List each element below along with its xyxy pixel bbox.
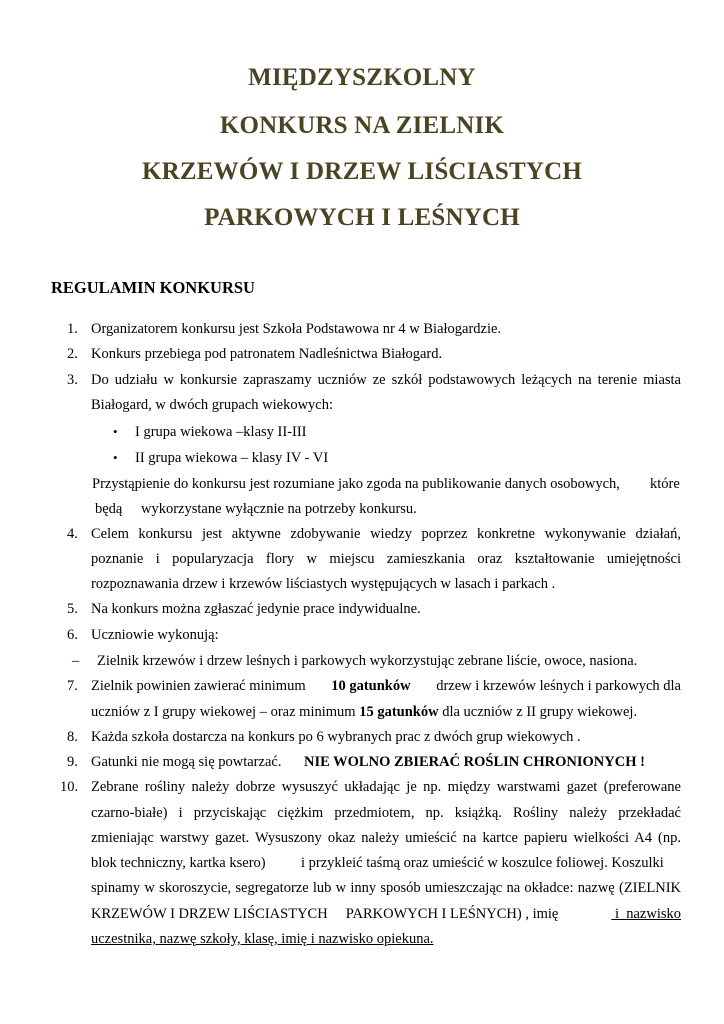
item-7-bold-count-1: 10 gatunków (331, 678, 411, 694)
item-number-3: 3. (67, 372, 78, 388)
item-number-9: 9. (67, 754, 78, 770)
consent-line-2b: wykorzystane wyłącznie na potrzeby konkursu. (141, 501, 417, 517)
dash-line-text: Zielnik krzewów i drzew leśnych i parkowych wykorzystując zebrane liście, owoce, nasiona. (97, 653, 638, 669)
consent-line-1a: Przystąpienie do konkursu jest rozumiane jako zgoda na publikowanie danych osobowych, (92, 476, 620, 492)
item-7-bold-count-2: 15 gatunków (359, 704, 439, 720)
item-5-text: Na konkurs można zgłaszać jedynie prace indywidualne. (91, 601, 421, 617)
item-6-text: Uczniowie wykonują: (91, 627, 219, 643)
item-7-line-2c: dla uczniów z II grupy wiekowej. (442, 704, 638, 720)
item-10-line-6b: i nazwisko (611, 906, 681, 922)
item-number-1: 1. (67, 321, 78, 337)
item-4-line-2: poznanie i popularyzacja flory w miejscu zamieszkania oraz kształtowanie umiejętności (91, 551, 681, 567)
item-10-line-4a: blok techniczny, kartka ksero) (91, 855, 266, 871)
item-number-2: 2. (67, 346, 78, 362)
item-4-line-1: Celem konkursu jest aktywne zdobywanie wiedzy poprzez konkretne wykonywanie działań, (91, 526, 681, 542)
dash-marker: – (72, 653, 80, 669)
item-9-warning: NIE WOLNO ZBIERAĆ ROŚLIN CHRONIONYCH ! (304, 754, 645, 770)
item-7-line-1 (91, 677, 681, 695)
item-3-line-1: Do udziału w konkursie zapraszamy uczniów ze szkół podstawowych leżących na terenie miasta (91, 372, 681, 388)
item-10-line-6 (91, 905, 681, 923)
item-number-4: 4. (67, 526, 78, 542)
bullet-icon: • (113, 450, 118, 465)
consent-line-2a: będą (95, 501, 123, 517)
bullet-2-text: II grupa wiekowa – klasy IV - VI (135, 450, 329, 466)
item-10-line-2: czarno-białe) i przyciskając ciężkim przedmiotem, np. książką. Rośliny należy przekładać (91, 805, 681, 821)
section-heading: REGULAMIN KONKURSU (51, 278, 255, 297)
item-1-text: Organizatorem konkursu jest Szkoła Podstawowa nr 4 w Białogardzie. (91, 321, 502, 337)
item-10-line-3: zmieniając warstwy gazet. Wysuszony okaz należy umieścić na kartce papieru wielkości A4 (np. (91, 830, 681, 846)
item-number-6: 6. (67, 627, 78, 643)
item-7-line-1c: drzew i krzewów leśnych i parkowych dla (436, 678, 681, 694)
item-7-line-2 (91, 703, 637, 721)
bullet-1-text: I grupa wiekowa –klasy II-III (135, 424, 307, 440)
title-line-1: MIĘDZYSZKOLNY (248, 64, 476, 91)
item-4-line-3: rozpoznawania drzew i krzewów liściastych występujących w lasach i parkach . (91, 576, 556, 592)
item-7-line-1a: Zielnik powinien zawierać minimum (91, 678, 306, 694)
item-number-7: 7. (67, 678, 78, 694)
consent-line-1b: które (650, 476, 680, 492)
item-2-text: Konkurs przebiega pod patronatem Nadleśnictwa Białogard. (91, 346, 443, 362)
item-number-5: 5. (67, 601, 78, 617)
item-number-10: 10. (60, 779, 79, 795)
title-line-2: KONKURS NA ZIELNIK (219, 112, 505, 139)
item-10-line-1: Zebrane rośliny należy dobrze wysuszyć układając je np. między warstwami gazet (preferowane (91, 779, 681, 795)
item-10-line-4b: i przykleić taśmą oraz umieścić w koszulce foliowej. Koszulki (301, 855, 664, 871)
bullet-icon: • (113, 424, 118, 439)
item-8-text: Każda szkoła dostarcza na konkurs po 6 wybranych prac z dwóch grup wiekowych . (91, 729, 581, 745)
item-number-8: 8. (67, 729, 78, 745)
item-3-line-2: Białogard, w dwóch grupach wiekowych: (91, 397, 334, 413)
item-9-text: Gatunki nie mogą się powtarzać. (91, 754, 282, 770)
title-line-3: KRZEWÓW I DRZEW LIŚCIASTYCH (141, 158, 582, 185)
item-10-line-6a: KRZEWÓW I DRZEW LIŚCIASTYCH PARKOWYCH I LEŚNYCH) , imię (91, 906, 559, 922)
item-10-line-7: uczestnika, nazwę szkoły, klasę, imię i nazwisko opiekuna. (91, 931, 434, 947)
title-line-4: PARKOWYCH I LEŚNYCH (204, 204, 520, 231)
item-10-line-5: spinamy w skoroszycie, segregatorze lub w inny sposób umieszczając na okładce: nazwę (ZIELNIK (91, 880, 681, 896)
item-7-line-2a: uczniów z I grupy wiekowej – oraz minimum (91, 704, 356, 720)
